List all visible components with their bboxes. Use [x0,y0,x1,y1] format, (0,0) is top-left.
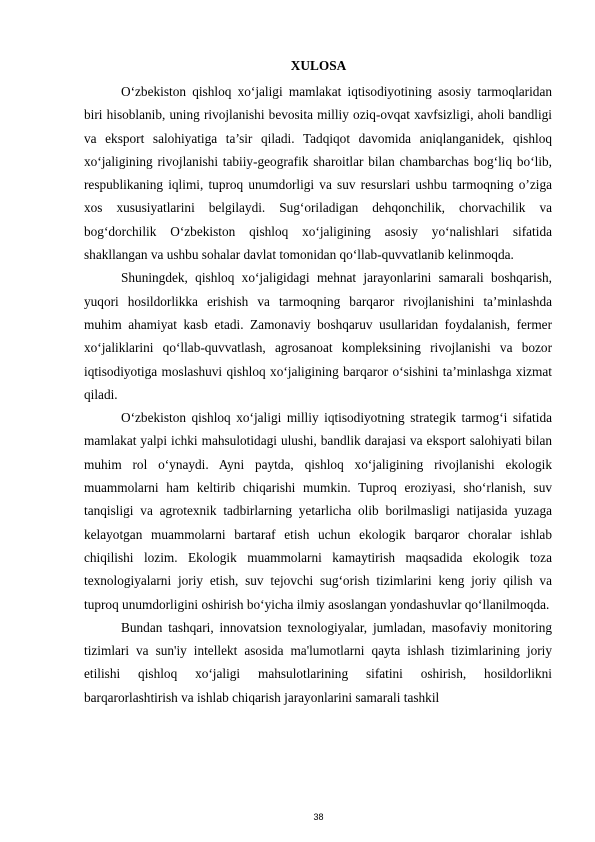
paragraph-3: O‘zbekiston qishloq xo‘jaligi milliy iqtisodiyotning strategik tarmog‘i sifatida mamlakat yalpi ichki mahsulotidagi ulushi, bandlik darajasi va eksport salohiyati bilan muhim rol o‘ynaydi. Ayni paytda, qishloq xo‘jaligining rivojlanishi ekologik muammolarni ham keltirib chiqarishi mumkin. Tuproq eroziyasi, sho‘rlanish, suv tanqisligi va agrotexnik tadbirlarning yetarlicha olib borilmasligi natijasida yuzaga kelayotgan muammolarni bartaraf etish uchun ekologik barqaror choralar ishlab chiqilishi lozim. Ekologik muammolarni kamaytirish maqsadida ekologik toza texnologiyalarni joriy etish, suv tejovchi sug‘orish tizimlarini keng joriy qilish va tuproq unumdorligini oshirish bo‘yicha ilmiy asoslangan yondashuvlar qo‘llanilmoqda. [84,410,552,612]
paragraph-2: Shuningdek, qishloq xo‘jaligidagi mehnat jarayonlarini samarali boshqarish, yuqori hosildorlikka erishish va tarmoqning barqaror rivojlanishini ta’minlashda muhim ahamiyat kasb etadi. Zamonaviy boshqaruv usullaridan foydalanish, fermer xo‘jaliklarini qo‘llab-quvvatlash, agrosanoat kompleksining rivojlanishi va bozor iqtisodiyotiga moslashuvi qishloq xo‘jaligining barqaror o‘sishini ta’minlashga xizmat qiladi. [84,270,552,402]
document-body [84,80,552,709]
page-title: XULOSA [290,58,347,73]
paragraph-4: Bundan tashqari, innovatsion texnologiyalar, jumladan, masofaviy monitoring tizimlari va sun'iy intellekt asosida ma'lumotlarni qayta ishlash tizimlarining joriy etilishi qishloq xo‘jaligi mahsulotlarining sifatini oshirish, hosildorlikni barqarorlashtirish va ishlab chiqarish jarayonlarini samarali tashkil [84,619,552,705]
paragraph-1: O‘zbekiston qishloq xo‘jaligi mamlakat iqtisodiyotining asosiy tarmoqlaridan biri hisoblanib, uning rivojlanishi bevosita milliy oziq-ovqat xavfsizligi, aholi bandligi va eksport salohiyatiga ta’sir qiladi. Tadqiqot davomida aniqlanganidek, qishloq xo‘jaligining rivojlanishi tabiiy-geografik sharoitlar bilan chambarchas bog‘liq bo‘lib, respublikaning iqlimi, tuproq unumdorligi va suv resurslari ushbu tarmoqning o’ziga xos xususiyatlarini belgilaydi. Sug‘oriladigan dehqonchilik, chorvachilik va bog‘dorchilik O‘zbekiston qishloq xo‘jaligining asosiy yo‘nalishlari sifatida shakllangan va ushbu sohalar davlat tomonidan qo‘llab-quvvatlanib kelinmoqda. [84,84,552,263]
page-number: 38 [313,812,324,822]
